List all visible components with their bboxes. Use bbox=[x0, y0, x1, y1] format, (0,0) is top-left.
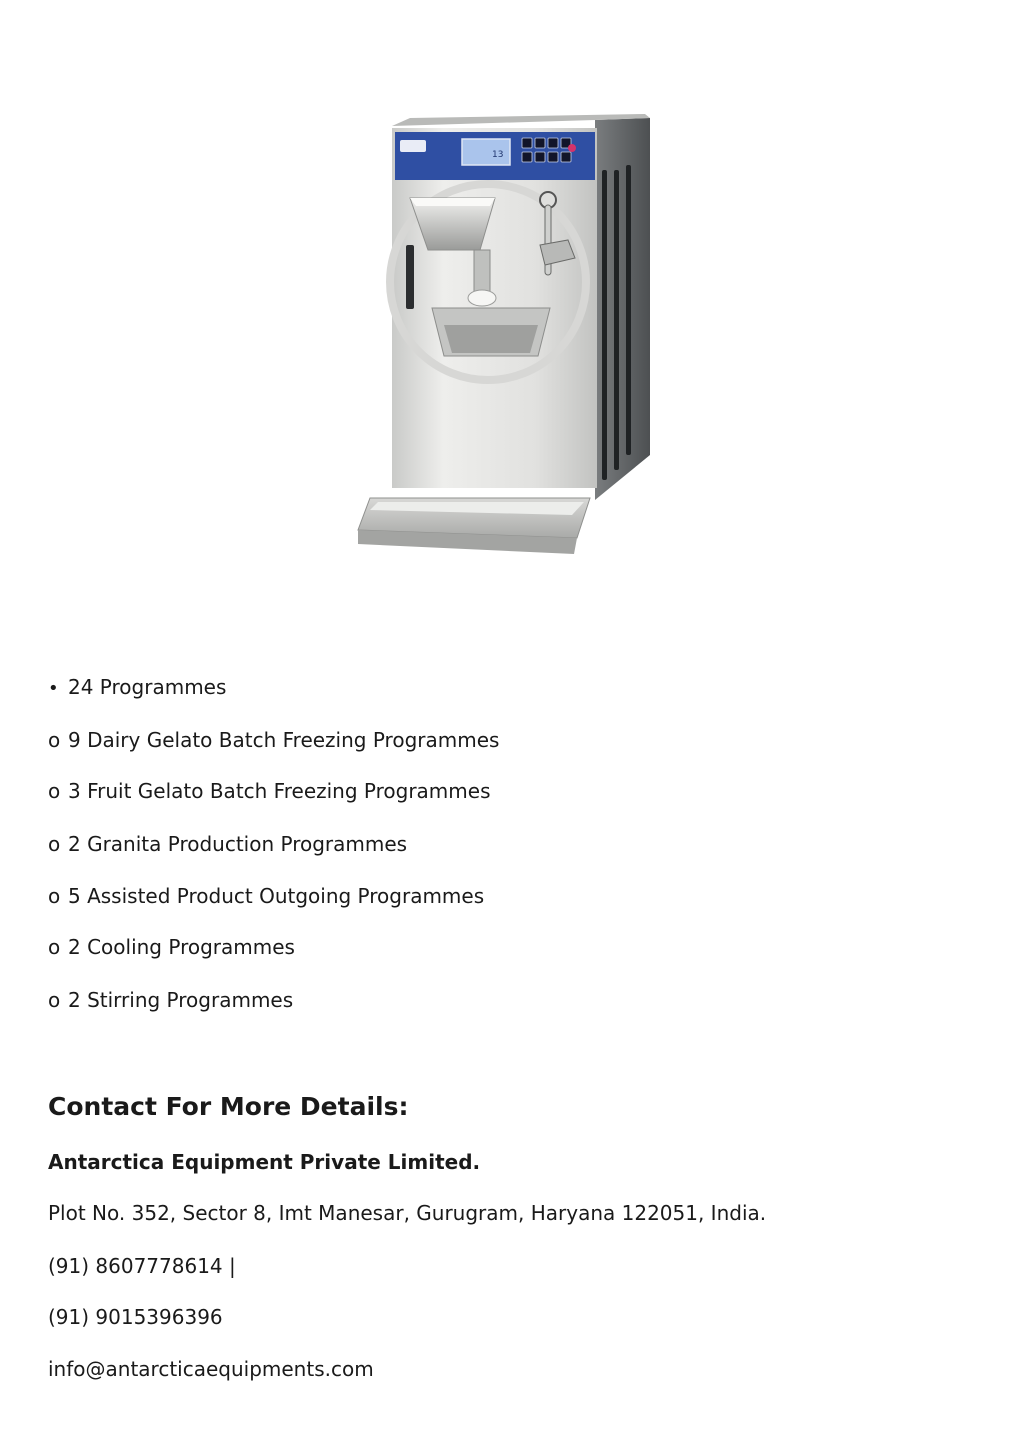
list-item bbox=[48, 672, 226, 704]
list-item-text: 3 Fruit Gelato Batch Freezing Programmes bbox=[68, 779, 491, 803]
bullet-marker: o bbox=[48, 988, 61, 1012]
email-link[interactable]: info@antarcticaequipments.com bbox=[48, 1357, 374, 1381]
stop-button bbox=[568, 144, 576, 152]
bullet-marker: o bbox=[48, 779, 61, 803]
list-item bbox=[48, 932, 295, 962]
bullet-marker: o bbox=[48, 832, 61, 856]
list-item-text: 2 Stirring Programmes bbox=[68, 988, 294, 1012]
lcd-readout: 13 bbox=[492, 150, 504, 160]
door-handle bbox=[406, 245, 414, 309]
list-item-text: 24 Programmes bbox=[68, 675, 227, 699]
contact-heading: Contact For More Details: bbox=[48, 1092, 409, 1121]
batch-freezer-illustration bbox=[340, 110, 670, 570]
list-item bbox=[48, 776, 491, 806]
list-item bbox=[48, 985, 293, 1015]
bullet-marker: o bbox=[48, 935, 61, 959]
list-item-text: 5 Assisted Product Outgoing Programmes bbox=[68, 884, 485, 908]
list-item-text: 2 Granita Production Programmes bbox=[68, 832, 408, 856]
bullet-marker: o bbox=[48, 884, 61, 908]
list-item bbox=[48, 725, 499, 755]
list-item bbox=[48, 881, 484, 911]
list-item-text: 9 Dairy Gelato Batch Freezing Programmes bbox=[68, 728, 500, 752]
side-vents bbox=[602, 165, 631, 480]
bullet-marker: o bbox=[48, 728, 61, 752]
product-image bbox=[340, 110, 670, 570]
list-item-text: 2 Cooling Programmes bbox=[68, 935, 295, 959]
company-name: Antarctica Equipment Private Limited. bbox=[48, 1150, 481, 1174]
bullet-marker: • bbox=[48, 678, 59, 699]
phone-number-1: (91) 8607778614 | bbox=[48, 1254, 236, 1278]
phone-number-2: (91) 9015396396 bbox=[48, 1305, 223, 1329]
spout bbox=[474, 250, 490, 296]
address: Plot No. 352, Sector 8, Imt Manesar, Gurugram, Haryana 122051, India. bbox=[48, 1201, 767, 1225]
list-item bbox=[48, 829, 407, 859]
brand-logo bbox=[400, 140, 426, 152]
